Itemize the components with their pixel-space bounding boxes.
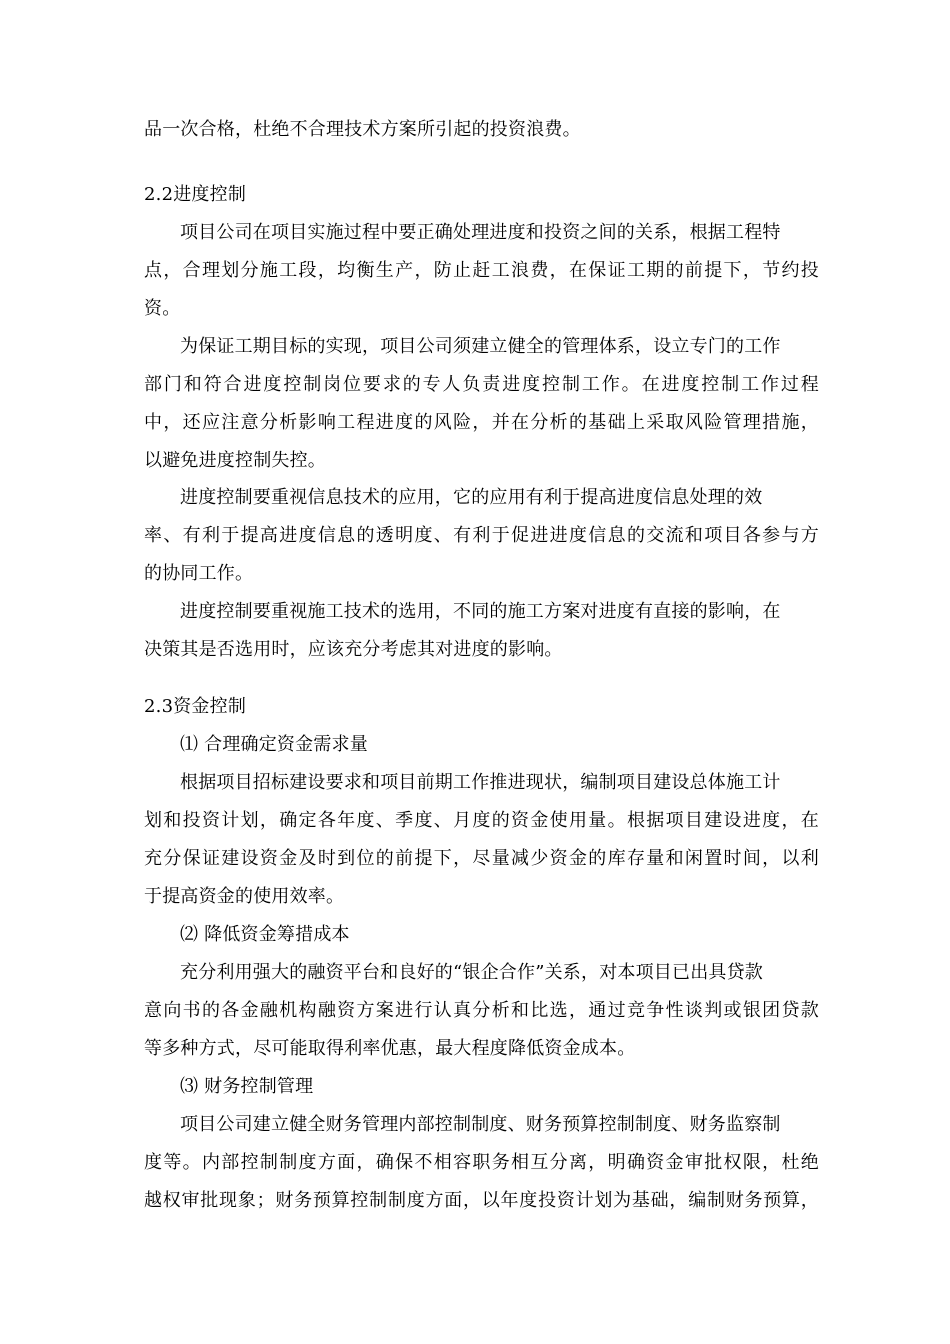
section-heading-2-2: 2.2进度控制: [144, 184, 247, 205]
subsection-heading: ⑵ 降低资金筹措成本: [180, 924, 350, 945]
paragraph-line: 点，合理划分施工段，均衡生产，防止赶工浪费，在保证工期的前提下，节约投: [144, 260, 819, 281]
paragraph-line: 项目公司建立健全财务管理内部控制制度、财务预算控制制度、财务监察制: [180, 1114, 781, 1135]
paragraph-line: 进度控制要重视信息技术的应用，它的应用有利于提高进度信息处理的效: [180, 487, 763, 508]
section-heading-2-3: 2.3资金控制: [144, 696, 247, 717]
paragraph-line: 充分利用强大的融资平台和良好的“银企合作”关系，对本项目已出具贷款: [180, 962, 764, 983]
paragraph-line: 品一次合格，杜绝不合理技术方案所引起的投资浪费。: [144, 119, 581, 140]
paragraph-line: 越权审批现象；财务预算控制制度方面，以年度投资计划为基础，编制财务预算，: [144, 1190, 819, 1211]
paragraph-line: 充分保证建设资金及时到位的前提下，尽量减少资金的库存量和闲置时间，以利: [144, 848, 819, 869]
paragraph-line: 部门和符合进度控制岗位要求的专人负责进度控制工作。在进度控制工作过程: [144, 374, 819, 395]
paragraph-line: 率、有利于提高进度信息的透明度、有利于促进进度信息的交流和项目各参与方: [144, 525, 819, 546]
paragraph-line: 度等。内部控制制度方面，确保不相容职务相互分离，明确资金审批权限，杜绝: [144, 1152, 819, 1173]
paragraph-line: 等多种方式，尽可能取得利率优惠，最大程度降低资金成本。: [144, 1038, 636, 1059]
paragraph-line: 根据项目招标建设要求和项目前期工作推进现状，编制项目建设总体施工计: [180, 772, 781, 793]
paragraph-line: 以避免进度控制失控。: [144, 450, 326, 471]
paragraph-line: 资。: [144, 298, 181, 319]
paragraph-line: 于提高资金的使用效率。: [144, 886, 345, 907]
paragraph-line: 进度控制要重视施工技术的选用，不同的施工方案对进度有直接的影响，在: [180, 601, 781, 622]
paragraph-line: 项目公司在项目实施过程中要正确处理进度和投资之间的关系，根据工程特: [180, 222, 781, 243]
paragraph-line: 划和投资计划，确定各年度、季度、月度的资金使用量。根据项目建设进度，在: [144, 810, 819, 831]
paragraph-line: 中，还应注意分析影响工程进度的风险，并在分析的基础上采取风险管理措施，: [144, 412, 819, 433]
paragraph-line: 为保证工期目标的实现，项目公司须建立健全的管理体系，设立专门的工作: [180, 336, 781, 357]
paragraph-line: 的协同工作。: [144, 563, 254, 584]
paragraph-line: 决策其是否选用时，应该充分考虑其对进度的影响。: [144, 639, 563, 660]
subsection-heading: ⑴ 合理确定资金需求量: [180, 734, 368, 755]
subsection-heading: ⑶ 财务控制管理: [180, 1076, 314, 1097]
paragraph-line: 意向书的各金融机构融资方案进行认真分析和比选，通过竞争性谈判或银团贷款: [144, 1000, 819, 1021]
